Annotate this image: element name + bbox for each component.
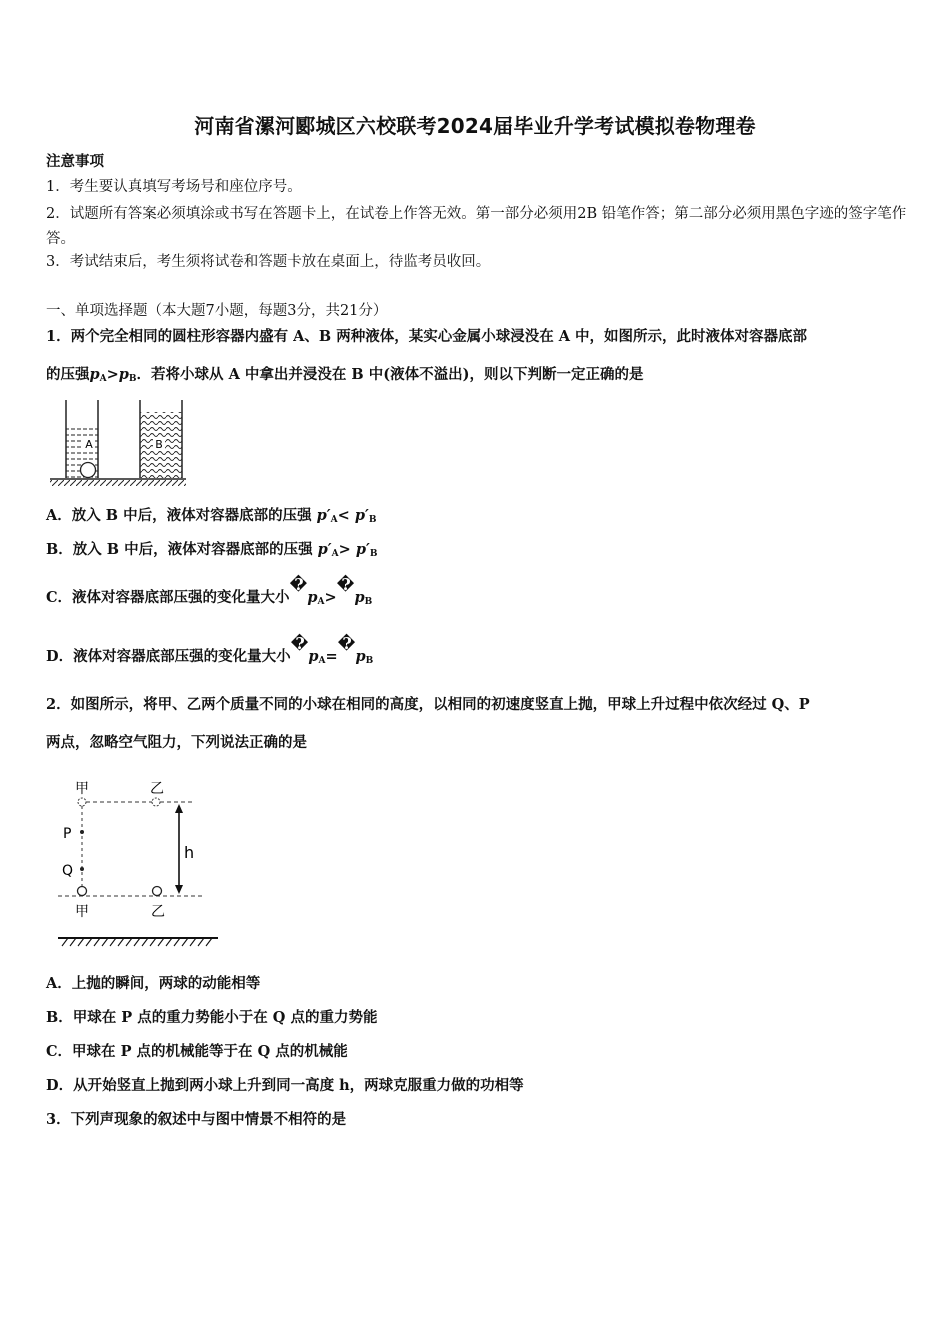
point-p <box>80 830 84 834</box>
notice-item-2: 2．试题所有答案必须填涂或书写在答题卡上，在试卷上作答无效。第一部分必须用2B 铅笔作答；第二部分必须用黑色字迹的签字笔作答。 <box>46 206 907 247</box>
label-jia-bottom: 甲 <box>75 904 89 920</box>
metal-ball <box>81 463 96 478</box>
q1-option-b: B．放入 B 中后，液体对容器底部的压强 $p'_A> p'_B$ <box>46 541 378 559</box>
q1-option-a: A．放入 B 中后，液体对容器底部的压强 $p'_A< p'_B$ <box>46 507 377 525</box>
q1-stem-line1: 1．两个完全相同的圆柱形容器内盛有 A、B 两种液体，某实心金属小球浸没在 A 中，如图所示，此时液体对容器底部 <box>46 328 808 345</box>
q2-stem-line2: 两点，忽略空气阻力，下列说法正确的是 <box>46 734 307 751</box>
section-heading: 一、单项选择题（本大题7小题，每题3分，共21分） <box>46 303 388 319</box>
q2-option-a: A．上抛的瞬间，两球的动能相等 <box>46 975 261 992</box>
height-arrow-bottom <box>175 885 183 894</box>
point-q <box>80 867 84 871</box>
notice-heading: 注意事项 <box>46 153 104 170</box>
notice-item-1: 1．考生要认真填写考场号和座位序号。 <box>46 179 302 195</box>
page-title: 河南省漯河郾城区六校联考2024届毕业升学考试模拟卷物理卷 <box>194 114 756 138</box>
label-h: h <box>184 843 195 862</box>
label-jia-top: 甲 <box>75 781 89 797</box>
q1-option-c: C．液体对容器底部压强的变化量大小$�p_A>�p_B$ <box>46 575 373 607</box>
q3-stem-line1: 3．下列声现象的叙述中与图中情景不相符的是 <box>46 1111 347 1128</box>
yi-ball-top <box>152 798 160 806</box>
q2-vertical-throw-figure <box>54 774 224 954</box>
q2-option-b: B．甲球在 P 点的重力势能小于在 Q 点的重力势能 <box>46 1009 378 1026</box>
height-arrow-top <box>175 804 183 813</box>
ground-hatch <box>50 480 186 486</box>
yi-ball <box>153 887 162 896</box>
jia-ball-top <box>78 798 86 806</box>
jia-ball <box>78 887 87 896</box>
q1-stem-line2: 的压强$p_A>p_B$．若将小球从 A 中拿出并浸没在 B 中(液体不溢出)，则以下判断一定正确的是 <box>46 366 644 384</box>
q1-containers-figure <box>46 396 186 488</box>
ground-hatch <box>62 938 212 946</box>
q2-stem-line1: 2．如图所示，将甲、乙两个质量不同的小球在相同的高度，以相同的初速度竖直上抛，甲球上升过程中依次经过 Q、P <box>46 696 810 713</box>
q2-option-d: D．从开始竖直上抛到两小球上升到同一高度 h，两球克服重力做的功相等 <box>46 1077 524 1094</box>
label-p: P <box>63 826 72 842</box>
label-q: Q <box>62 863 74 879</box>
label-yi-top: 乙 <box>150 781 164 797</box>
notice-item-3: 3．考试结束后，考生须将试卷和答题卡放在桌面上，待监考员收回。 <box>46 254 491 270</box>
q1-option-d: D．液体对容器底部压强的变化量大小$�p_A=�p_B$ <box>46 634 374 666</box>
label-yi-bottom: 乙 <box>151 904 165 920</box>
q2-option-c: C．甲球在 P 点的机械能等于在 Q 点的机械能 <box>46 1043 348 1060</box>
label-b: B <box>155 438 163 451</box>
label-a: A <box>85 438 93 451</box>
